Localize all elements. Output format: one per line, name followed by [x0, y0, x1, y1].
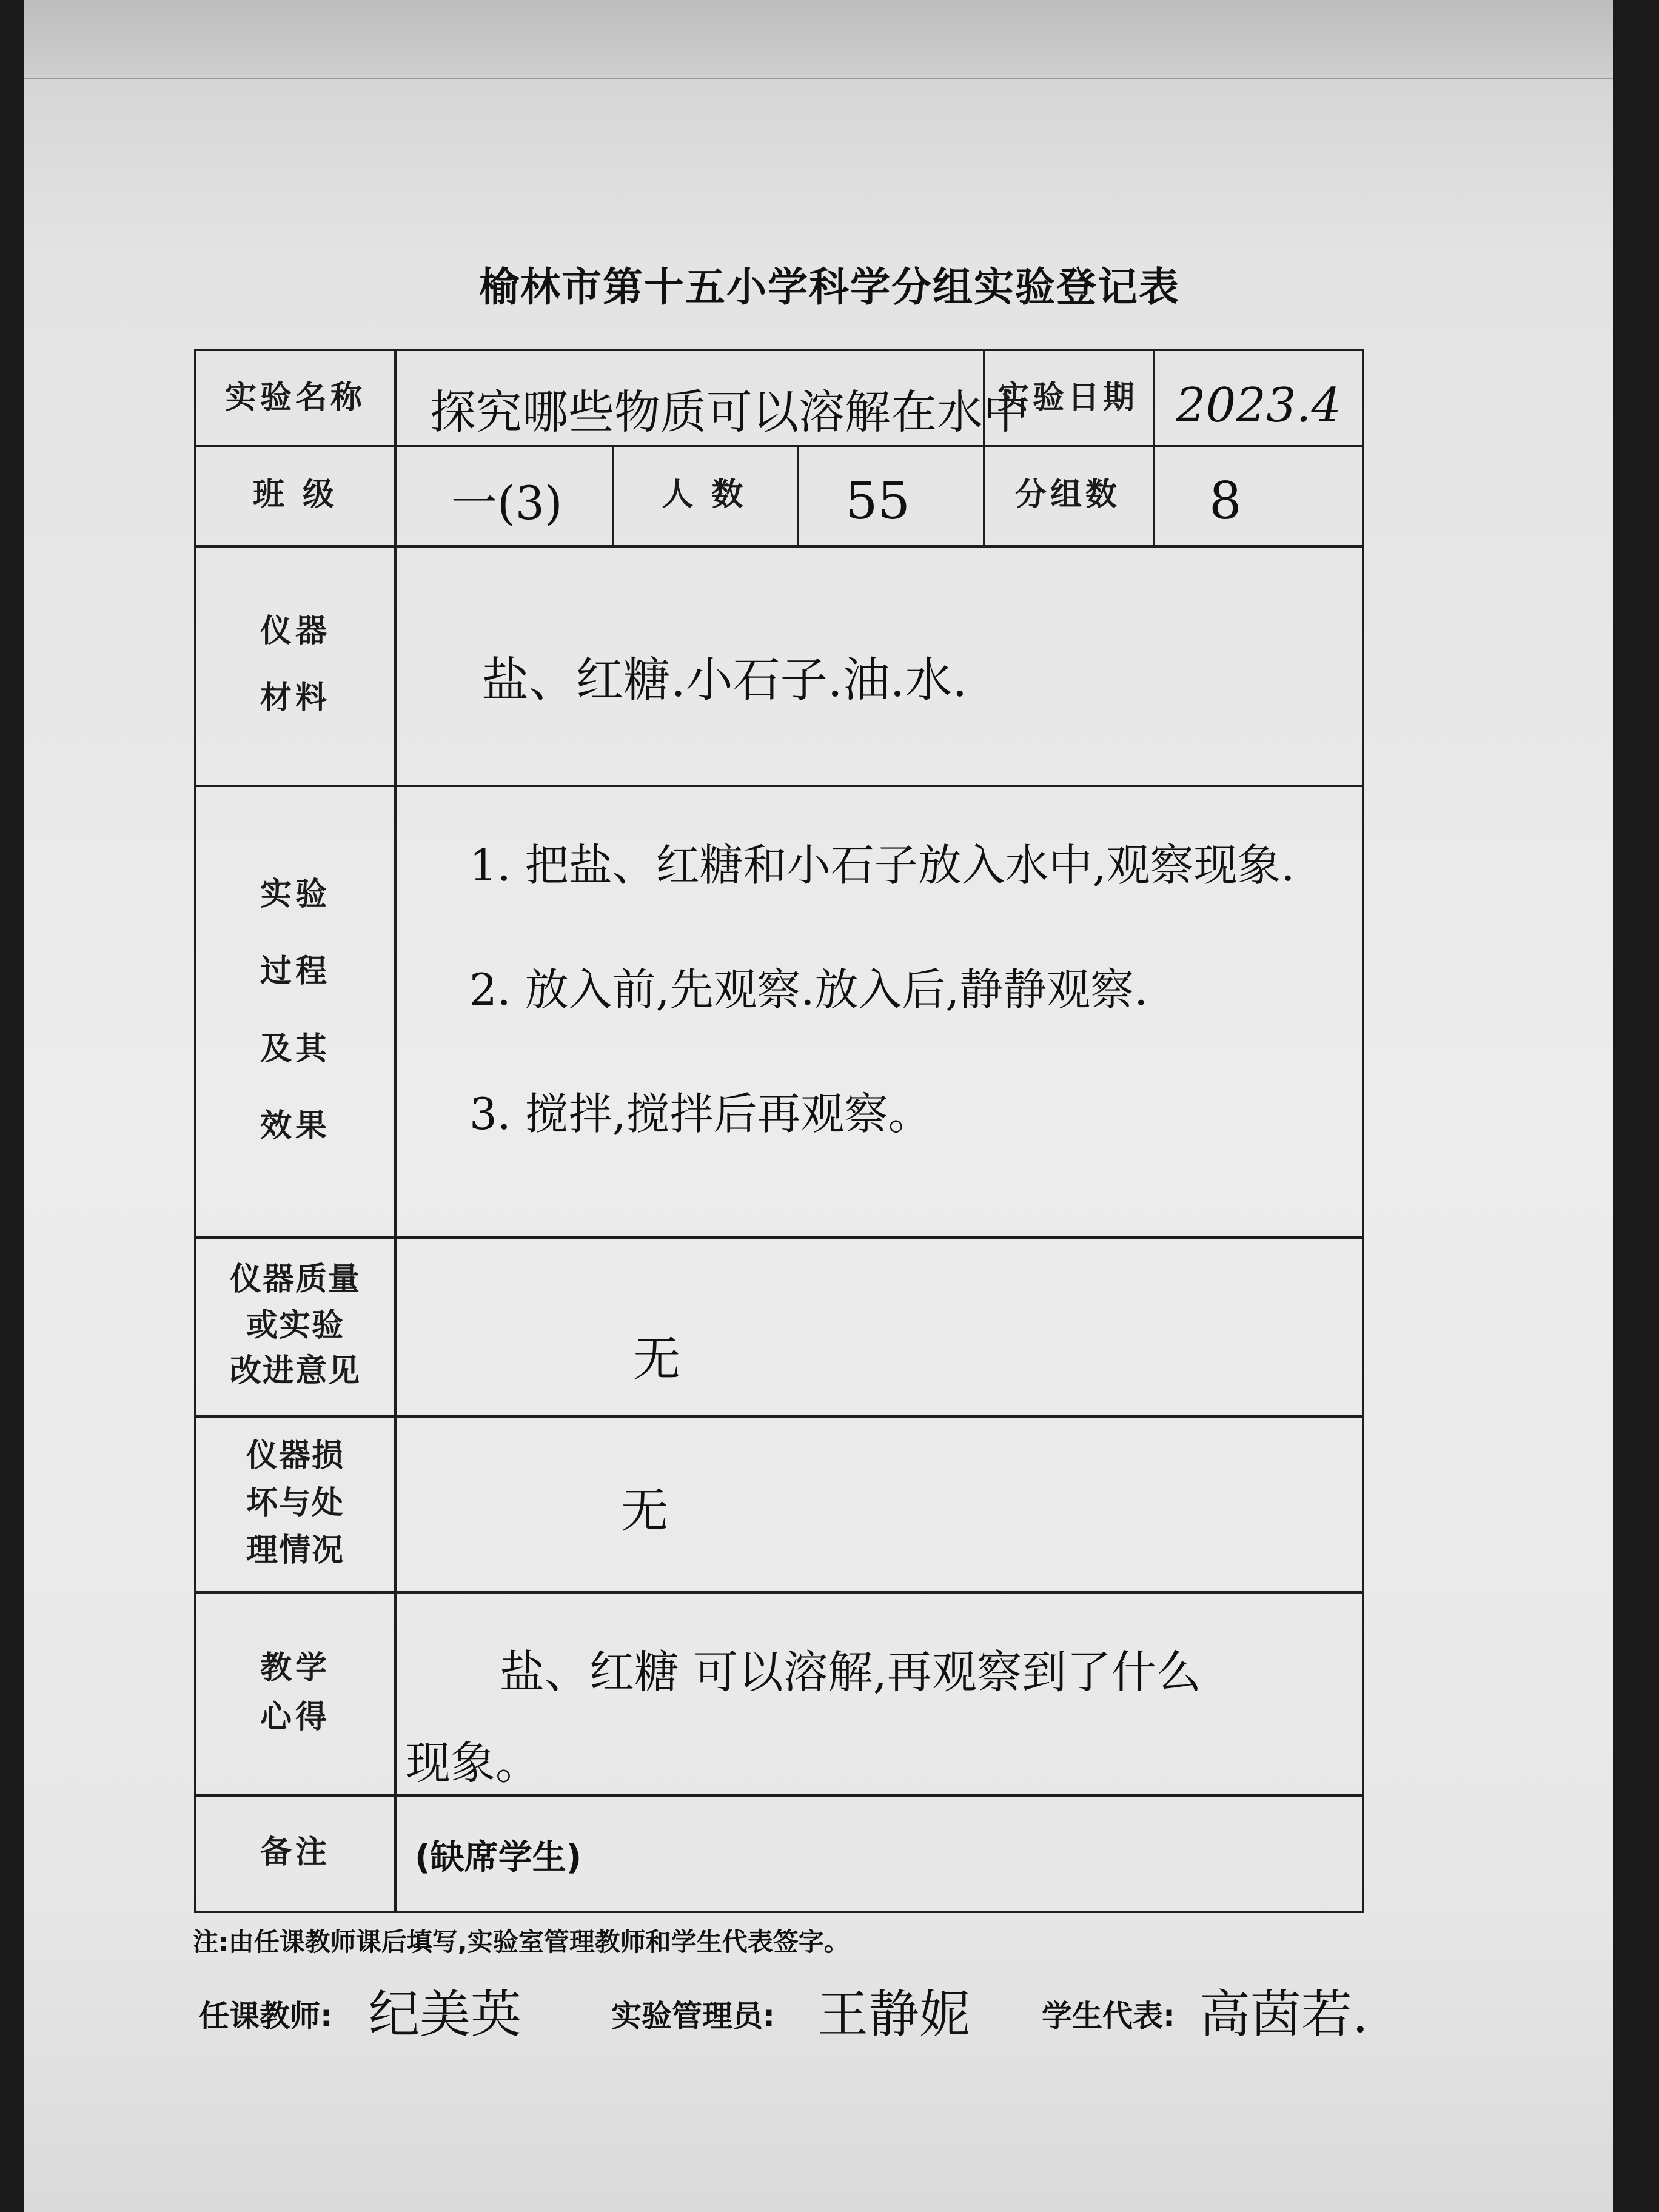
- class-value: 一(3): [451, 476, 563, 530]
- quality-label-line: 仪器质量: [229, 1261, 361, 1298]
- student-signature: 高茵若.: [1199, 1985, 1369, 2044]
- table-rule: [797, 445, 799, 545]
- materials-value: 盐、红糖.小石子.油.水.: [481, 653, 968, 708]
- experiment-name-label: 实验名称: [224, 380, 366, 416]
- teaching-label-line: 教学: [260, 1649, 330, 1686]
- table-rule: [394, 351, 397, 1911]
- paper-top-fold: [24, 0, 1613, 79]
- quality-label-line: 或实验: [246, 1307, 344, 1344]
- process-label-line: 效果: [260, 1107, 330, 1144]
- damage-label-line: 仪器损: [246, 1438, 344, 1474]
- materials-label-line: 仪器: [260, 613, 330, 650]
- materials-label: [196, 545, 394, 785]
- registration-table: [194, 349, 1364, 1913]
- quality-label: [196, 1236, 394, 1415]
- damage-label-line: 理情况: [246, 1532, 344, 1569]
- teaching-line: 盐、红糖 可以溶解,再观察到了什么: [500, 1646, 1202, 1698]
- process-label-line: 及其: [260, 1030, 330, 1067]
- form-title: 榆林市第十五小学科学分组实验登记表: [479, 264, 1180, 310]
- remarks-label: 备注: [260, 1834, 330, 1871]
- teaching-label-line: 心得: [260, 1698, 330, 1735]
- damage-value: 无: [621, 1484, 669, 1538]
- teaching-label: [196, 1591, 394, 1794]
- footer-note: 注:由任课教师课后填写,实验室管理教师和学生代表签字。: [193, 1927, 850, 1957]
- table-rule: [1153, 351, 1155, 545]
- class-label: 班 级: [252, 477, 338, 513]
- student-label: 学生代表:: [1042, 1999, 1175, 2034]
- admin-signature: 王静妮: [817, 1985, 971, 2044]
- materials-label-line: 材料: [260, 679, 330, 716]
- process-step: 1. 把盐、红糖和小石子放入水中,观察现象.: [469, 840, 1295, 891]
- experiment-name-value: 探究哪些物质可以溶解在水中: [430, 385, 1029, 439]
- damage-label: [196, 1415, 394, 1591]
- process-step: 2. 放入前,先观察.放入后,静静观察.: [469, 964, 1148, 1015]
- teacher-signature: 纪美英: [369, 1985, 522, 2044]
- process-label: [196, 785, 394, 1236]
- remarks-value: (缺席学生): [415, 1838, 582, 1877]
- people-value: 55: [845, 471, 910, 531]
- people-label: 人 数: [662, 477, 747, 513]
- process-label-line: 实验: [260, 876, 330, 913]
- signature-row: [193, 1974, 1406, 2044]
- groups-value: 8: [1209, 471, 1242, 531]
- damage-label-line: 坏与处: [246, 1485, 344, 1521]
- groups-label: 分组数: [1014, 477, 1121, 513]
- quality-label-line: 改进意见: [229, 1353, 361, 1390]
- process-label-line: 过程: [260, 953, 330, 990]
- quality-value: 无: [633, 1332, 681, 1387]
- process-step: 3. 搅拌,搅拌后再观察。: [469, 1088, 932, 1139]
- admin-label: 实验管理员:: [611, 1999, 775, 2034]
- date-value: 2023.4: [1176, 378, 1341, 433]
- teacher-label: 任课教师:: [199, 1999, 332, 2034]
- date-label: 实验日期: [997, 380, 1138, 416]
- teaching-line: 现象。: [406, 1737, 540, 1789]
